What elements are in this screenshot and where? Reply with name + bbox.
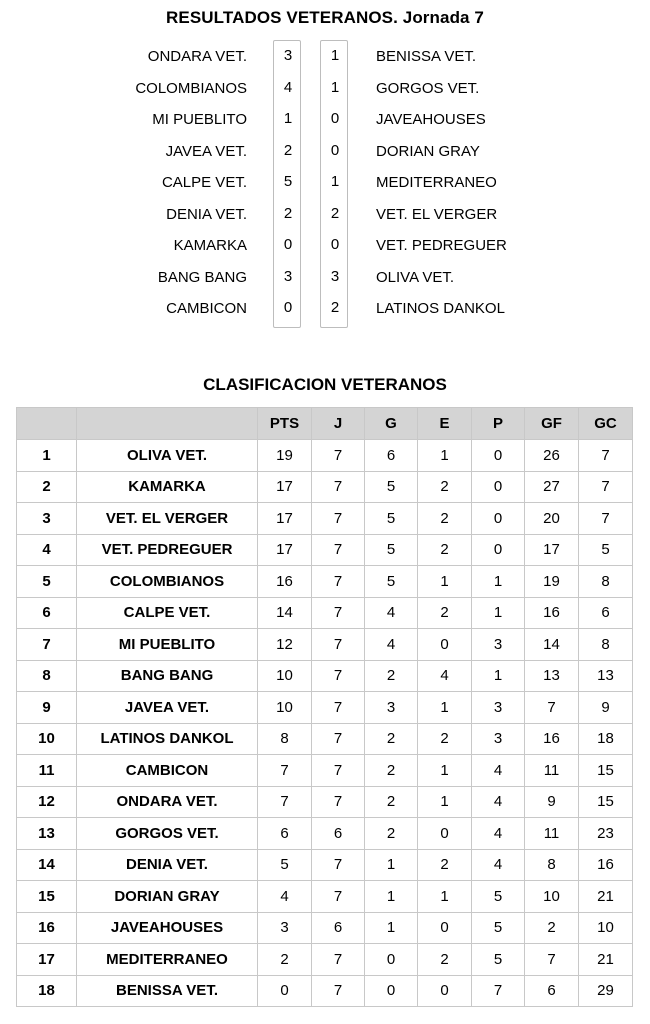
cell-pts: 10 xyxy=(258,692,312,724)
standings-row xyxy=(17,503,633,535)
match-row xyxy=(0,135,650,167)
cell-j: 7 xyxy=(312,566,365,598)
cell-j: 7 xyxy=(312,975,365,1007)
cell-e: 2 xyxy=(418,597,472,629)
standings-row xyxy=(17,755,633,787)
cell-team: DENIA VET. xyxy=(77,849,258,881)
cell-team: DORIAN GRAY xyxy=(77,881,258,913)
cell-gf: 20 xyxy=(525,503,579,535)
standings-row xyxy=(17,818,633,850)
cell-gc: 18 xyxy=(579,723,633,755)
cell-pts: 6 xyxy=(258,818,312,850)
cell-e: 2 xyxy=(418,723,472,755)
cell-gf: 7 xyxy=(525,692,579,724)
cell-g: 4 xyxy=(365,597,418,629)
standings-row xyxy=(17,692,633,724)
standings-row xyxy=(17,629,633,661)
cell-gf: 17 xyxy=(525,534,579,566)
cell-pts: 17 xyxy=(258,534,312,566)
cell-e: 1 xyxy=(418,755,472,787)
cell-e: 0 xyxy=(418,629,472,661)
cell-gf: 6 xyxy=(525,975,579,1007)
cell-p: 1 xyxy=(472,660,525,692)
cell-team: OLIVA VET. xyxy=(77,440,258,472)
cell-j: 7 xyxy=(312,660,365,692)
match-row xyxy=(0,229,650,261)
cell-p: 4 xyxy=(472,818,525,850)
cell-g: 1 xyxy=(365,849,418,881)
header-pts: PTS xyxy=(258,408,312,440)
cell-j: 7 xyxy=(312,723,365,755)
standings-row xyxy=(17,723,633,755)
cell-e: 1 xyxy=(418,566,472,598)
away-team: LATINOS DANKOL xyxy=(376,300,505,317)
cell-gf: 16 xyxy=(525,723,579,755)
home-score: 2 xyxy=(283,204,293,222)
cell-p: 0 xyxy=(472,440,525,472)
cell-e: 2 xyxy=(418,471,472,503)
away-score: 0 xyxy=(330,110,340,127)
cell-pos: 13 xyxy=(17,818,77,850)
cell-j: 7 xyxy=(312,849,365,881)
cell-e: 1 xyxy=(418,692,472,724)
standings-row xyxy=(17,534,633,566)
header-g: G xyxy=(365,408,418,440)
cell-p: 3 xyxy=(472,723,525,755)
cell-gf: 19 xyxy=(525,566,579,598)
match-row xyxy=(0,72,650,104)
home-team: BANG BANG xyxy=(157,268,247,286)
cell-j: 7 xyxy=(312,471,365,503)
home-score: 2 xyxy=(283,141,293,159)
cell-gf: 10 xyxy=(525,881,579,913)
standings-table xyxy=(16,407,633,1007)
home-score: 0 xyxy=(283,236,293,253)
cell-g: 0 xyxy=(365,944,418,976)
standings-row xyxy=(17,471,633,503)
away-team: VET. PEDREGUER xyxy=(376,237,507,254)
cell-pts: 10 xyxy=(258,660,312,692)
away-score: 0 xyxy=(330,141,340,159)
cell-gc: 6 xyxy=(579,597,633,629)
cell-gc: 7 xyxy=(579,440,633,472)
cell-p: 1 xyxy=(472,566,525,598)
match-row xyxy=(0,166,650,198)
standings-row xyxy=(17,597,633,629)
cell-pos: 7 xyxy=(17,629,77,661)
cell-team: LATINOS DANKOL xyxy=(77,723,258,755)
cell-j: 6 xyxy=(312,818,365,850)
cell-gf: 7 xyxy=(525,944,579,976)
standings-row xyxy=(17,881,633,913)
away-score: 0 xyxy=(330,236,340,253)
cell-e: 1 xyxy=(418,440,472,472)
home-team: CAMBICON xyxy=(166,300,247,317)
cell-e: 1 xyxy=(418,786,472,818)
cell-pos: 17 xyxy=(17,944,77,976)
home-team: COLOMBIANOS xyxy=(135,79,247,97)
cell-team: BENISSA VET. xyxy=(77,975,258,1007)
home-team: MI PUEBLITO xyxy=(152,111,247,128)
cell-g: 4 xyxy=(365,629,418,661)
cell-gc: 15 xyxy=(579,755,633,787)
standings-row xyxy=(17,440,633,472)
cell-gc: 9 xyxy=(579,692,633,724)
cell-p: 1 xyxy=(472,597,525,629)
cell-g: 2 xyxy=(365,723,418,755)
cell-e: 2 xyxy=(418,503,472,535)
standings-row xyxy=(17,944,633,976)
cell-pts: 7 xyxy=(258,755,312,787)
home-score: 1 xyxy=(283,110,293,127)
header-p: P xyxy=(472,408,525,440)
cell-j: 7 xyxy=(312,629,365,661)
match-row xyxy=(0,198,650,230)
cell-g: 1 xyxy=(365,912,418,944)
home-team: ONDARA VET. xyxy=(147,48,247,65)
cell-pts: 12 xyxy=(258,629,312,661)
cell-j: 7 xyxy=(312,534,365,566)
cell-j: 7 xyxy=(312,503,365,535)
header-gc: GC xyxy=(579,408,633,440)
cell-gf: 9 xyxy=(525,786,579,818)
standings-title: CLASIFICACION VETERANOS xyxy=(203,375,447,394)
away-score: 2 xyxy=(330,204,340,222)
header-e: E xyxy=(418,408,472,440)
cell-team: MEDITERRANEO xyxy=(77,944,258,976)
standings-row xyxy=(17,566,633,598)
cell-pos: 15 xyxy=(17,881,77,913)
cell-gc: 5 xyxy=(579,534,633,566)
home-team: CALPE VET. xyxy=(161,174,247,191)
cell-e: 0 xyxy=(418,912,472,944)
cell-e: 2 xyxy=(418,849,472,881)
cell-team: KAMARKA xyxy=(77,471,258,503)
cell-g: 6 xyxy=(365,440,418,472)
cell-p: 0 xyxy=(472,471,525,503)
cell-p: 4 xyxy=(472,849,525,881)
standings-row xyxy=(17,849,633,881)
cell-j: 6 xyxy=(312,912,365,944)
cell-gc: 10 xyxy=(579,912,633,944)
away-score: 1 xyxy=(330,173,340,190)
cell-team: JAVEA VET. xyxy=(77,692,258,724)
cell-gc: 7 xyxy=(579,471,633,503)
match-row xyxy=(0,261,650,293)
cell-gf: 13 xyxy=(525,660,579,692)
cell-gf: 26 xyxy=(525,440,579,472)
home-score: 3 xyxy=(283,267,293,285)
cell-pts: 2 xyxy=(258,944,312,976)
cell-pos: 14 xyxy=(17,849,77,881)
cell-pts: 14 xyxy=(258,597,312,629)
cell-pos: 5 xyxy=(17,566,77,598)
cell-pos: 12 xyxy=(17,786,77,818)
cell-gf: 11 xyxy=(525,818,579,850)
away-score: 1 xyxy=(330,47,340,64)
away-team: MEDITERRANEO xyxy=(376,174,497,191)
cell-e: 0 xyxy=(418,975,472,1007)
standings-header-row xyxy=(17,408,633,440)
cell-pts: 8 xyxy=(258,723,312,755)
results-title: RESULTADOS VETERANOS. Jornada 7 xyxy=(166,8,484,27)
cell-team: GORGOS VET. xyxy=(77,818,258,850)
cell-pts: 19 xyxy=(258,440,312,472)
cell-j: 7 xyxy=(312,786,365,818)
standings-row xyxy=(17,786,633,818)
home-score: 3 xyxy=(283,47,293,64)
cell-team: CAMBICON xyxy=(77,755,258,787)
header-gf: GF xyxy=(525,408,579,440)
cell-team: VET. PEDREGUER xyxy=(77,534,258,566)
cell-pos: 2 xyxy=(17,471,77,503)
standings-row xyxy=(17,660,633,692)
cell-gf: 2 xyxy=(525,912,579,944)
cell-gc: 21 xyxy=(579,944,633,976)
cell-g: 1 xyxy=(365,881,418,913)
cell-g: 2 xyxy=(365,818,418,850)
cell-gc: 23 xyxy=(579,818,633,850)
header-blank-pos xyxy=(17,408,77,440)
cell-g: 5 xyxy=(365,503,418,535)
cell-gc: 29 xyxy=(579,975,633,1007)
cell-gc: 21 xyxy=(579,881,633,913)
cell-gf: 16 xyxy=(525,597,579,629)
cell-team: VET. EL VERGER xyxy=(77,503,258,535)
cell-p: 5 xyxy=(472,944,525,976)
cell-p: 5 xyxy=(472,912,525,944)
cell-p: 4 xyxy=(472,755,525,787)
cell-pts: 4 xyxy=(258,881,312,913)
cell-pos: 4 xyxy=(17,534,77,566)
home-score: 5 xyxy=(283,173,293,190)
home-score: 4 xyxy=(283,78,293,96)
away-team: VET. EL VERGER xyxy=(376,205,498,223)
cell-pts: 17 xyxy=(258,471,312,503)
cell-g: 3 xyxy=(365,692,418,724)
cell-pos: 6 xyxy=(17,597,77,629)
cell-gc: 16 xyxy=(579,849,633,881)
cell-pts: 3 xyxy=(258,912,312,944)
away-score: 3 xyxy=(330,267,340,285)
cell-g: 5 xyxy=(365,534,418,566)
home-score: 0 xyxy=(283,299,293,316)
cell-p: 0 xyxy=(472,534,525,566)
cell-pos: 8 xyxy=(17,660,77,692)
cell-gf: 14 xyxy=(525,629,579,661)
away-score: 1 xyxy=(330,78,340,96)
cell-team: JAVEAHOUSES xyxy=(77,912,258,944)
cell-p: 3 xyxy=(472,629,525,661)
header-j: J xyxy=(312,408,365,440)
cell-gf: 11 xyxy=(525,755,579,787)
match-row xyxy=(0,40,650,72)
cell-j: 7 xyxy=(312,944,365,976)
cell-pts: 7 xyxy=(258,786,312,818)
home-team: DENIA VET. xyxy=(166,205,247,223)
cell-pts: 0 xyxy=(258,975,312,1007)
cell-pos: 1 xyxy=(17,440,77,472)
cell-pos: 11 xyxy=(17,755,77,787)
cell-j: 7 xyxy=(312,597,365,629)
cell-e: 2 xyxy=(418,944,472,976)
home-team: KAMARKA xyxy=(173,237,247,254)
cell-p: 3 xyxy=(472,692,525,724)
cell-j: 7 xyxy=(312,755,365,787)
away-score: 2 xyxy=(330,299,340,316)
cell-pos: 18 xyxy=(17,975,77,1007)
cell-g: 0 xyxy=(365,975,418,1007)
cell-e: 1 xyxy=(418,881,472,913)
cell-pos: 16 xyxy=(17,912,77,944)
cell-p: 0 xyxy=(472,503,525,535)
cell-e: 0 xyxy=(418,818,472,850)
cell-g: 5 xyxy=(365,471,418,503)
cell-team: ONDARA VET. xyxy=(77,786,258,818)
cell-e: 2 xyxy=(418,534,472,566)
cell-j: 7 xyxy=(312,692,365,724)
cell-pos: 9 xyxy=(17,692,77,724)
cell-j: 7 xyxy=(312,881,365,913)
match-row xyxy=(0,103,650,135)
match-row xyxy=(0,292,650,324)
cell-g: 2 xyxy=(365,786,418,818)
cell-gc: 7 xyxy=(579,503,633,535)
cell-p: 4 xyxy=(472,786,525,818)
cell-g: 2 xyxy=(365,660,418,692)
cell-team: CALPE VET. xyxy=(77,597,258,629)
standings-row xyxy=(17,912,633,944)
cell-team: COLOMBIANOS xyxy=(77,566,258,598)
cell-pts: 16 xyxy=(258,566,312,598)
standings-row xyxy=(17,975,633,1007)
away-team: JAVEAHOUSES xyxy=(376,111,486,128)
cell-team: BANG BANG xyxy=(77,660,258,692)
cell-pos: 10 xyxy=(17,723,77,755)
home-team: JAVEA VET. xyxy=(165,142,247,160)
cell-gc: 13 xyxy=(579,660,633,692)
cell-g: 2 xyxy=(365,755,418,787)
cell-team: MI PUEBLITO xyxy=(77,629,258,661)
cell-gc: 15 xyxy=(579,786,633,818)
away-team: DORIAN GRAY xyxy=(376,142,480,160)
away-team: OLIVA VET. xyxy=(376,268,455,286)
cell-pts: 5 xyxy=(258,849,312,881)
cell-p: 7 xyxy=(472,975,525,1007)
away-team: BENISSA VET. xyxy=(376,48,477,65)
header-blank-team xyxy=(77,408,258,440)
away-team: GORGOS VET. xyxy=(376,79,480,97)
cell-gf: 8 xyxy=(525,849,579,881)
cell-p: 5 xyxy=(472,881,525,913)
cell-pts: 17 xyxy=(258,503,312,535)
cell-j: 7 xyxy=(312,440,365,472)
cell-gc: 8 xyxy=(579,566,633,598)
cell-gf: 27 xyxy=(525,471,579,503)
cell-pos: 3 xyxy=(17,503,77,535)
cell-gc: 8 xyxy=(579,629,633,661)
cell-e: 4 xyxy=(418,660,472,692)
cell-g: 5 xyxy=(365,566,418,598)
